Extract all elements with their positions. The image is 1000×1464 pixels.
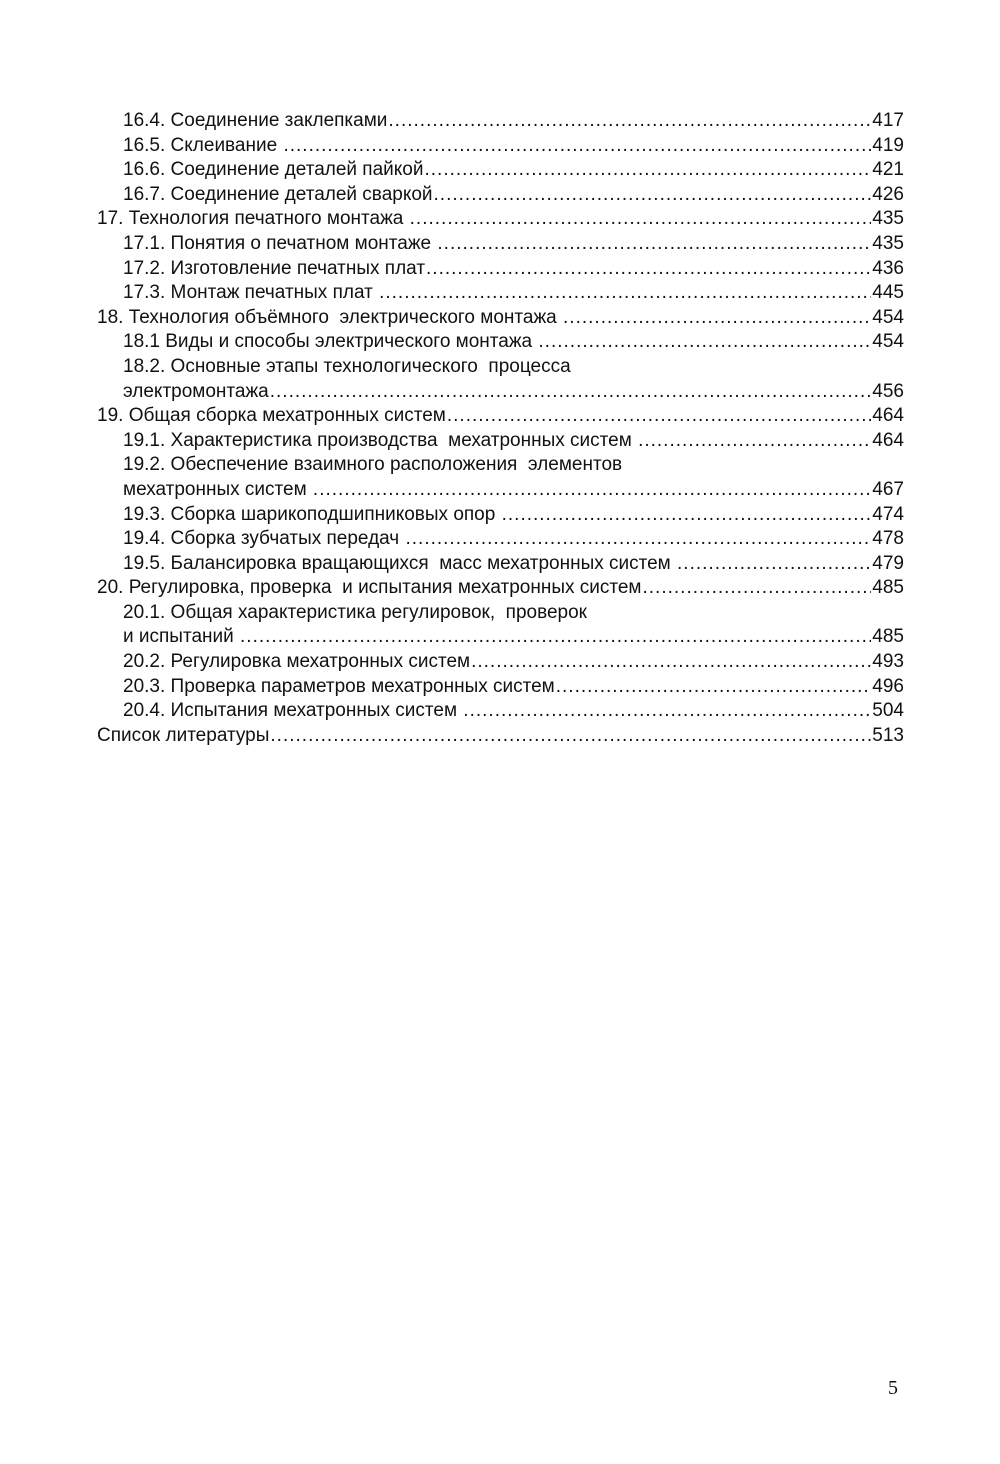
toc-entry[interactable] [97, 429, 904, 454]
toc-entry[interactable] [97, 601, 904, 650]
dot-leader [283, 134, 871, 159]
dot-leader [563, 306, 871, 331]
dot-leader [677, 552, 871, 577]
toc-entry-page: 435 [872, 208, 904, 230]
dot-leader [463, 699, 871, 724]
toc-entry-title: и испытаний [123, 626, 240, 648]
dot-leader [405, 527, 871, 552]
toc-entry[interactable] [97, 109, 904, 134]
dot-leader [313, 478, 871, 503]
toc-entry-title: 20.3. Проверка параметров мехатронных систем [123, 675, 555, 697]
page-number: 5 [888, 1377, 898, 1399]
toc-entry-page: 426 [872, 183, 904, 205]
toc-entry-page: 464 [872, 405, 904, 427]
toc-entry-title-first-line: 19.2. Обеспечение взаимного расположения элементов [123, 454, 623, 476]
toc-entry[interactable] [97, 207, 904, 232]
toc-entry[interactable] [97, 576, 904, 601]
toc-entry-title: 16.6. Соединение деталей пайкой [123, 159, 424, 181]
toc-entry-title: 20.4. Испытания мехатронных систем [123, 700, 463, 722]
dot-leader [426, 257, 871, 282]
toc-entry-page: 485 [872, 626, 904, 648]
toc-entry-title: электромонтажа [123, 380, 269, 402]
dot-leader [638, 429, 871, 454]
toc-entry-title: Список литературы [97, 724, 270, 746]
toc-entry-title: 19.1. Характеристика производства мехатронных систем [123, 429, 638, 451]
toc-entry[interactable] [97, 158, 904, 183]
toc-entry-title: 16.7. Соединение деталей сваркой [123, 183, 433, 205]
toc-entry-page: 417 [872, 110, 904, 131]
toc-entry-page: 436 [872, 257, 904, 279]
toc-entry-title: 17.3. Монтаж печатных плат [123, 282, 379, 304]
toc-entry-page: 496 [872, 675, 904, 697]
toc-entry-title: 18. Технология объёмного электрического монтажа [97, 306, 563, 328]
toc-entry[interactable] [97, 404, 904, 429]
toc-entry[interactable] [97, 650, 904, 675]
toc-entry-title: мехатронных систем [123, 478, 312, 500]
toc-entry[interactable] [97, 257, 904, 282]
dot-leader [502, 503, 872, 528]
dot-leader [471, 650, 871, 675]
toc-entry-page: 445 [872, 282, 904, 304]
toc-entry-title: 18.1 Виды и способы электрического монтажа [123, 331, 538, 353]
toc-entry-page: 421 [872, 159, 904, 181]
toc-entry[interactable] [97, 232, 904, 257]
toc-entry-page: 493 [872, 651, 904, 673]
toc-entry[interactable] [97, 134, 904, 159]
dot-leader [410, 207, 872, 232]
toc-entry[interactable] [97, 281, 904, 306]
toc-entry-page: 454 [872, 306, 904, 328]
dot-leader [379, 281, 871, 306]
toc-entry-page: 479 [872, 552, 904, 574]
toc-entry-page: 419 [872, 134, 904, 156]
toc-entry-title-first-line: 20.1. Общая характеристика регулировок, проверок [123, 601, 587, 623]
toc-entry-title: 17.1. Понятия о печатном монтаже [123, 232, 437, 254]
toc-entry-title: 19.3. Сборка шарикоподшипниковых опор [123, 503, 501, 525]
toc-entry-page: 485 [872, 577, 904, 599]
toc-entry[interactable] [97, 183, 904, 208]
toc-entry[interactable] [97, 330, 904, 355]
dot-leader [270, 380, 872, 405]
toc-entry-title: 16.4. Соединение заклепками [123, 110, 388, 131]
toc-entry-page: 504 [872, 700, 904, 722]
toc-entry-page: 478 [872, 528, 904, 550]
toc-entry[interactable] [97, 306, 904, 331]
toc-entry-title: 16.5. Склеивание [123, 134, 283, 156]
toc-entry-page: 454 [872, 331, 904, 353]
toc-entry[interactable] [97, 675, 904, 700]
toc-entry-title: 17. Технология печатного монтажа [97, 208, 409, 230]
toc-entry-page: 464 [872, 429, 904, 451]
dot-leader [270, 724, 871, 749]
toc-entry-page: 474 [872, 503, 904, 525]
toc-entry[interactable] [97, 453, 904, 502]
toc-entry-title-first-line: 18.2. Основные этапы технологического процесса [123, 355, 571, 377]
toc-entry-title: 19. Общая сборка мехатронных систем [97, 405, 446, 427]
dot-leader [424, 158, 871, 183]
toc-entry-title: 19.5. Балансировка вращающихся масс мехатронных систем [123, 552, 677, 574]
dot-leader [240, 625, 871, 650]
toc-entry[interactable] [97, 724, 904, 749]
dot-leader [538, 330, 871, 355]
toc-entry[interactable] [97, 527, 904, 552]
dot-leader [556, 675, 872, 700]
dot-leader [643, 576, 872, 601]
dot-leader [447, 404, 871, 429]
toc-entry-page: 456 [872, 380, 904, 402]
toc-entry[interactable] [97, 552, 904, 577]
toc-entry[interactable] [97, 699, 904, 724]
table-of-contents [97, 109, 904, 748]
toc-entry-page: 435 [872, 232, 904, 254]
toc-entry-title: 19.4. Сборка зубчатых передач [123, 528, 405, 550]
dot-leader [388, 109, 871, 134]
toc-entry-title: 17.2. Изготовление печатных плат [123, 257, 426, 279]
toc-entry-page: 513 [872, 724, 904, 746]
dot-leader [437, 232, 871, 257]
toc-entry-title: 20. Регулировка, проверка и испытания мехатронных систем [97, 577, 642, 599]
toc-entry[interactable] [97, 503, 904, 528]
toc-entry-page: 467 [872, 478, 904, 500]
toc-entry[interactable] [97, 355, 904, 404]
dot-leader [434, 183, 872, 208]
toc-entry-title: 20.2. Регулировка мехатронных систем [123, 651, 471, 673]
